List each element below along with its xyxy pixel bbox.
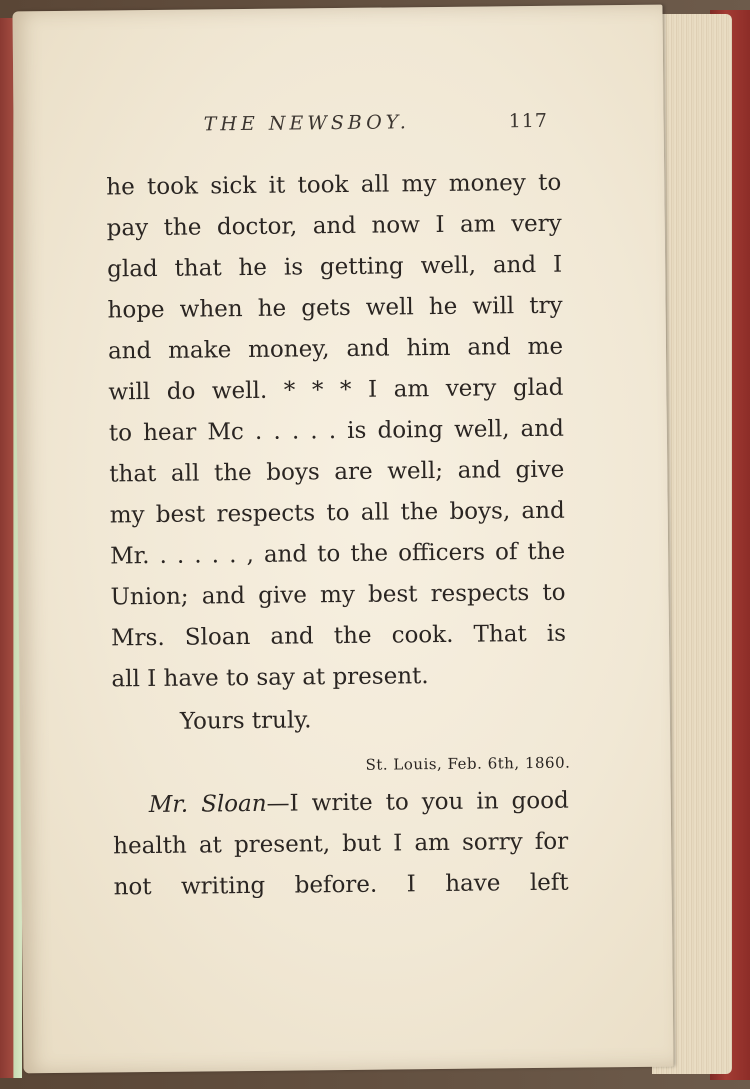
text-line: Mr. . . . . . , and to the officers of the	[110, 538, 566, 570]
text-line: he took sick it took all my money to	[106, 169, 562, 201]
text-line: to hear Mc . . . . . is doing well, and	[108, 415, 564, 447]
text-line: glad that he is getting well, and I	[107, 251, 563, 283]
text-line: pay the doctor, and now I am very	[106, 210, 562, 242]
text-line: Mrs. Sloan and the cook. That is	[110, 620, 567, 652]
dateline: St. Louis, Feb. 6th, 1860.	[365, 753, 571, 774]
letter-opening-line	[149, 786, 569, 820]
text-line: health at present, but I am sorry for	[113, 828, 569, 860]
text-line: will do well. * * * I am very glad	[108, 374, 564, 406]
letter-opening-text: —I write to you in good	[266, 787, 569, 817]
text-line: and make money, and him and me	[107, 333, 564, 365]
running-title: THE NEWSBOY.	[203, 111, 410, 136]
text-line: not writing before. I have left	[113, 869, 569, 901]
book-page	[12, 5, 673, 1074]
text-line: hope when he gets well he will try	[107, 292, 563, 324]
text-line: my best respects to all the boys, and	[109, 497, 565, 529]
text-line: all I have to say at present.	[111, 663, 429, 693]
text-line: Union; and give my best respects to	[110, 579, 566, 611]
text-line: that all the boys are well; and give	[109, 456, 565, 488]
closing-signature: Yours truly.	[179, 707, 312, 735]
page-number: 117	[508, 109, 549, 133]
salutation: Mr. Sloan	[148, 790, 267, 819]
